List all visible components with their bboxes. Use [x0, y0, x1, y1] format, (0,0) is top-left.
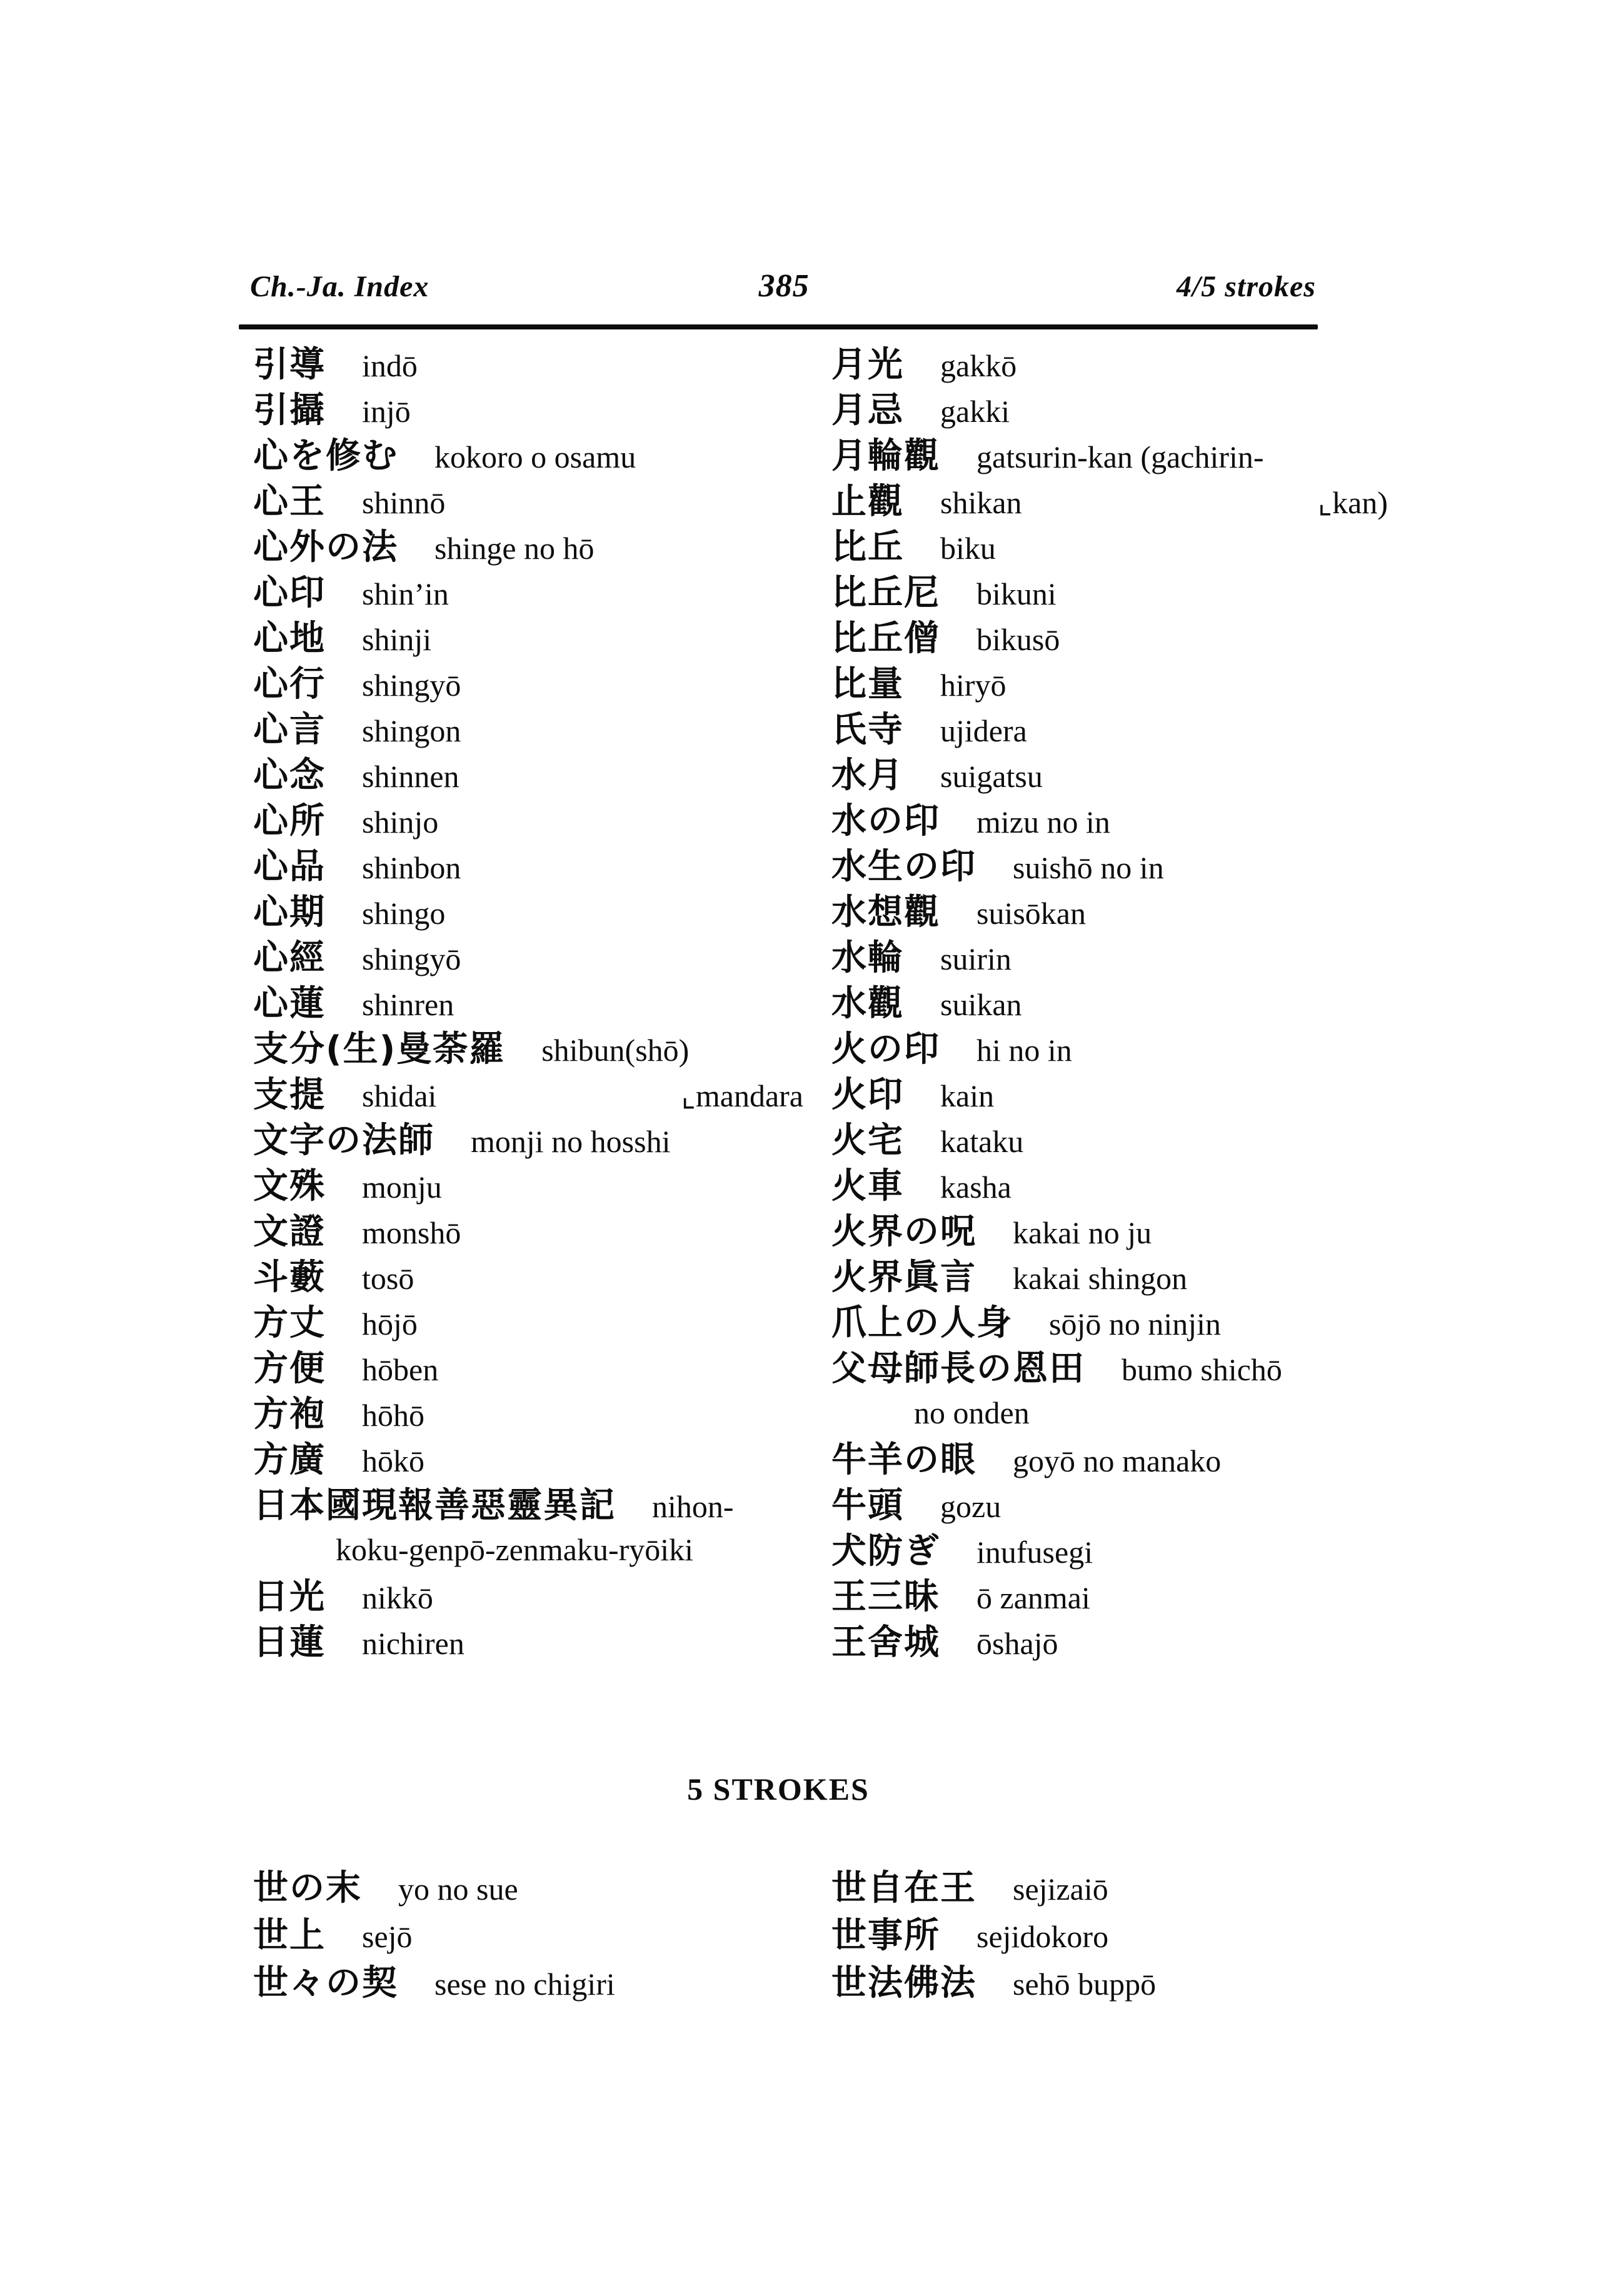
entry-row	[253, 1440, 803, 1488]
entry-romaji: kasha	[940, 1170, 1011, 1205]
entry-kanji: 心外の法	[253, 527, 398, 568]
entry-romaji: sehō buppō	[1013, 1967, 1157, 2002]
entry-romaji: shinbon	[362, 850, 461, 885]
entry-row	[253, 1622, 803, 1671]
entry-romaji: gatsurin-kan (gachirin-	[976, 439, 1264, 474]
entry-kanji: 方廣	[253, 1440, 326, 1480]
entry-kanji: 火界の呪	[831, 1211, 976, 1252]
entry-romaji: shingyō	[362, 941, 461, 976]
entry-kanji: 水觀	[831, 983, 904, 1024]
entry-row	[253, 1348, 803, 1397]
entry-kanji: 心を修む	[253, 436, 398, 476]
entry-row	[253, 1963, 803, 2013]
entry-kanji: 世事所	[831, 1915, 940, 1956]
entry-romaji: indō	[362, 348, 418, 383]
entry-row	[831, 1440, 1388, 1488]
entry-romaji: bikusō	[976, 622, 1060, 657]
entry-kanji: 爪上の人身	[831, 1303, 1013, 1343]
entry-row	[253, 1577, 803, 1625]
entry-romaji: shingon	[362, 713, 461, 748]
entry-row	[831, 1029, 1388, 1078]
entry-row	[253, 344, 803, 393]
entry-kanji: 心期	[253, 892, 326, 933]
entry-romaji: suigatsu	[940, 759, 1043, 794]
entry-romaji: gakki	[940, 394, 1010, 429]
entry-romaji: hi no in	[976, 1033, 1072, 1068]
entry-kanji: 火印	[831, 1075, 904, 1115]
entry-kanji: 方丈	[253, 1303, 326, 1343]
entry-row	[253, 390, 803, 439]
entry-row	[253, 892, 803, 941]
entry-romaji: yo no sue	[398, 1872, 518, 1907]
entry-kanji: 日光	[253, 1577, 326, 1617]
entry-row	[831, 1075, 1388, 1123]
entry-kanji: 心所	[253, 801, 326, 841]
section-4-5-right-column	[831, 344, 1388, 1671]
entry-kanji: 水想觀	[831, 892, 940, 933]
entry-kanji: 水の印	[831, 801, 940, 841]
entry-romaji: ujidera	[940, 713, 1027, 748]
entry-kanji: 心印	[253, 573, 326, 613]
entry-kanji: 月輪觀	[831, 436, 940, 476]
entry-kanji: 日蓮	[253, 1622, 326, 1663]
entry-romaji: monji no hosshi	[471, 1124, 671, 1159]
entry-romaji: shinji	[362, 622, 432, 657]
entry-romaji: sejō	[362, 1919, 413, 1954]
entry-romaji: bumo shichō	[1122, 1352, 1282, 1387]
entry-romaji: biku	[940, 531, 996, 566]
entry-kanji: 水輪	[831, 938, 904, 978]
entry-romaji: shin’in	[362, 576, 449, 611]
section-5-right-column	[831, 1868, 1388, 2013]
entry-row	[253, 1534, 803, 1580]
entry-row	[831, 1348, 1388, 1397]
entry-kanji: 方便	[253, 1348, 326, 1389]
entry-romaji: nichiren	[362, 1626, 464, 1661]
entry-romaji: shidai	[362, 1078, 437, 1113]
entry-kanji: 心念	[253, 755, 326, 796]
entry-romaji: shinren	[362, 987, 454, 1022]
entry-row	[831, 618, 1388, 667]
entry-romaji: suishō no in	[1013, 850, 1164, 885]
entry-row	[831, 1622, 1388, 1671]
entry-row	[253, 709, 803, 758]
entry-romaji: mizu no in	[976, 805, 1110, 840]
entry-romaji: hōkō	[362, 1443, 424, 1478]
header-index-title: Ch.-Ja. Index	[250, 270, 429, 303]
entry-kanji: 心行	[253, 664, 326, 704]
entry-kanji: 日本國現報善惡靈異記	[253, 1485, 616, 1526]
section-heading-5-strokes: 5 STROKES	[687, 1772, 870, 1807]
entry-kanji: 支提	[253, 1075, 326, 1115]
section-4-5-left-column	[253, 344, 803, 1671]
entry-row	[831, 1485, 1388, 1534]
entry-row	[831, 664, 1388, 713]
entry-romaji: gozu	[940, 1489, 1001, 1524]
entry-kanji: 火宅	[831, 1120, 904, 1161]
entry-kanji: 比丘僧	[831, 618, 940, 659]
entry-row	[831, 938, 1388, 986]
entry-romaji: suikan	[940, 987, 1022, 1022]
entry-romaji: shinnen	[362, 759, 459, 794]
entry-row	[253, 618, 803, 667]
entry-romaji: bikuni	[976, 576, 1056, 611]
entry-kanji: 父母師長の恩田	[831, 1348, 1085, 1389]
entry-row	[831, 1166, 1388, 1215]
entry-romaji: ōshajō	[976, 1626, 1058, 1661]
entry-row	[253, 1075, 803, 1123]
entry-romaji: koku-genpō-zenmaku-ryōiki	[336, 1532, 694, 1567]
entry-row	[831, 344, 1388, 393]
entry-kanji: 世自在王	[831, 1868, 976, 1908]
entry-row	[831, 1531, 1388, 1580]
entry-row	[831, 1303, 1388, 1351]
entry-romaji: injō	[362, 394, 411, 429]
page-number: 385	[758, 268, 810, 304]
entry-romaji: tosō	[362, 1261, 414, 1296]
entry-kanji: 火車	[831, 1166, 904, 1206]
entry-row	[253, 1868, 803, 1918]
entry-row	[831, 1963, 1388, 2013]
entry-row	[253, 527, 803, 576]
header-strokes-label: 4/5 strokes	[1176, 270, 1316, 303]
entry-romaji: shibun(shō)	[541, 1033, 690, 1068]
entry-romaji: ō zanmai	[976, 1580, 1090, 1615]
entry-row	[253, 1394, 803, 1443]
entry-kanji: 比量	[831, 664, 904, 704]
entry-romaji: kakai shingon	[1013, 1261, 1188, 1296]
entry-romaji: kataku	[940, 1124, 1024, 1159]
entry-romaji: hōhō	[362, 1398, 424, 1433]
entry-romaji: nikkō	[362, 1580, 433, 1615]
entry-romaji: goyō no manako	[1013, 1443, 1222, 1478]
entry-kanji: 王三昧	[831, 1577, 940, 1617]
entry-row	[253, 1211, 803, 1260]
entry-row	[253, 1303, 803, 1351]
entry-kanji: 心王	[253, 481, 326, 522]
entry-row	[831, 390, 1388, 439]
entry-row	[831, 481, 1388, 530]
entry-romaji: nihon-	[652, 1489, 734, 1524]
entry-kanji: 月忌	[831, 390, 904, 431]
entry-row	[831, 892, 1388, 941]
entry-row	[253, 1166, 803, 1215]
entry-row	[253, 1120, 803, 1169]
entry-runon-romaji: ⌞kan)	[1317, 485, 1388, 520]
entry-romaji: shingyō	[362, 668, 461, 703]
entry-romaji: no onden	[914, 1395, 1030, 1430]
entry-row	[831, 1577, 1388, 1625]
entry-romaji: sōjō no ninjin	[1049, 1306, 1222, 1341]
entry-row	[253, 1029, 803, 1078]
entry-kanji: 止觀	[831, 481, 904, 522]
entry-kanji: 比丘	[831, 527, 904, 568]
entry-romaji: gakkō	[940, 348, 1017, 383]
entry-kanji: 牛頭	[831, 1485, 904, 1526]
entry-kanji: 引攝	[253, 390, 326, 431]
entry-romaji: sejizaiō	[1013, 1872, 1108, 1907]
entry-kanji: 火界眞言	[831, 1257, 976, 1298]
section-5-left-column	[253, 1868, 803, 2013]
entry-row	[253, 1485, 803, 1534]
entry-kanji: 世の末	[253, 1868, 362, 1908]
entry-romaji: kain	[940, 1078, 995, 1113]
entry-kanji: 犬防ぎ	[831, 1531, 940, 1572]
entry-kanji: 火の印	[831, 1029, 940, 1070]
entry-kanji: 文殊	[253, 1166, 326, 1206]
entry-romaji: sese no chigiri	[434, 1967, 615, 2002]
entry-kanji: 心品	[253, 846, 326, 887]
entry-row	[831, 527, 1388, 576]
entry-kanji: 斗藪	[253, 1257, 326, 1298]
entry-kanji: 文證	[253, 1211, 326, 1252]
entry-romaji: shinnō	[362, 485, 446, 520]
entry-row	[831, 1868, 1388, 1918]
entry-romaji: shingo	[362, 896, 446, 931]
entry-romaji: suisōkan	[976, 896, 1086, 931]
entry-kanji: 心蓮	[253, 983, 326, 1024]
entry-kanji: 月光	[831, 344, 904, 385]
entry-romaji: suirin	[940, 941, 1011, 976]
entry-row	[831, 1120, 1388, 1169]
entry-kanji: 世法佛法	[831, 1963, 976, 2003]
entry-row	[831, 573, 1388, 621]
entry-row	[831, 1257, 1388, 1306]
entry-row	[253, 1257, 803, 1306]
entry-row	[253, 573, 803, 621]
entry-romaji: shikan	[940, 485, 1022, 520]
entry-runon-romaji: ⌞mandara	[681, 1078, 803, 1113]
entry-row	[831, 801, 1388, 850]
entry-romaji: shinge no hō	[434, 531, 595, 566]
entry-row	[253, 983, 803, 1032]
entry-romaji: shinjo	[362, 805, 439, 840]
entry-row	[253, 436, 803, 484]
entry-row	[831, 983, 1388, 1032]
entry-row	[831, 1915, 1388, 1966]
entry-kanji: 引導	[253, 344, 326, 385]
entry-kanji: 氏寺	[831, 709, 904, 750]
entry-row	[253, 755, 803, 804]
entry-row	[253, 481, 803, 530]
entry-row	[831, 846, 1388, 895]
entry-row	[831, 1211, 1388, 1260]
entry-row	[253, 801, 803, 850]
entry-row	[253, 1915, 803, 1966]
entry-romaji: sejidokoro	[976, 1919, 1109, 1954]
entry-row	[831, 755, 1388, 804]
page-header	[250, 268, 1316, 304]
entry-romaji: hōjō	[362, 1306, 418, 1341]
header-divider-rule	[239, 324, 1318, 329]
entry-row	[831, 1397, 1388, 1443]
entry-kanji: 王舍城	[831, 1622, 940, 1663]
entry-row	[831, 709, 1388, 758]
entry-romaji: hōben	[362, 1352, 439, 1387]
entry-kanji: 支分(生)曼荼羅	[253, 1029, 506, 1070]
entry-row	[253, 938, 803, 986]
entry-romaji: inufusegi	[976, 1535, 1093, 1570]
entry-kanji: 世上	[253, 1915, 326, 1956]
entry-kanji: 牛羊の眼	[831, 1440, 976, 1480]
entry-romaji: kokoro o osamu	[434, 439, 636, 474]
entry-kanji: 心經	[253, 938, 326, 978]
entry-romaji: monju	[362, 1170, 442, 1205]
entry-kanji: 方袍	[253, 1394, 326, 1435]
entry-row	[253, 846, 803, 895]
entry-kanji: 水生の印	[831, 846, 976, 887]
entry-kanji: 文字の法師	[253, 1120, 434, 1161]
entry-kanji: 世々の契	[253, 1963, 398, 2003]
entry-kanji: 心地	[253, 618, 326, 659]
entry-romaji: monshō	[362, 1215, 461, 1250]
entry-kanji: 比丘尼	[831, 573, 940, 613]
entry-romaji: kakai no ju	[1013, 1215, 1152, 1250]
entry-kanji: 心言	[253, 709, 326, 750]
entry-row	[253, 664, 803, 713]
entry-kanji: 水月	[831, 755, 904, 796]
entry-row	[831, 436, 1388, 484]
entry-romaji: hiryō	[940, 668, 1006, 703]
